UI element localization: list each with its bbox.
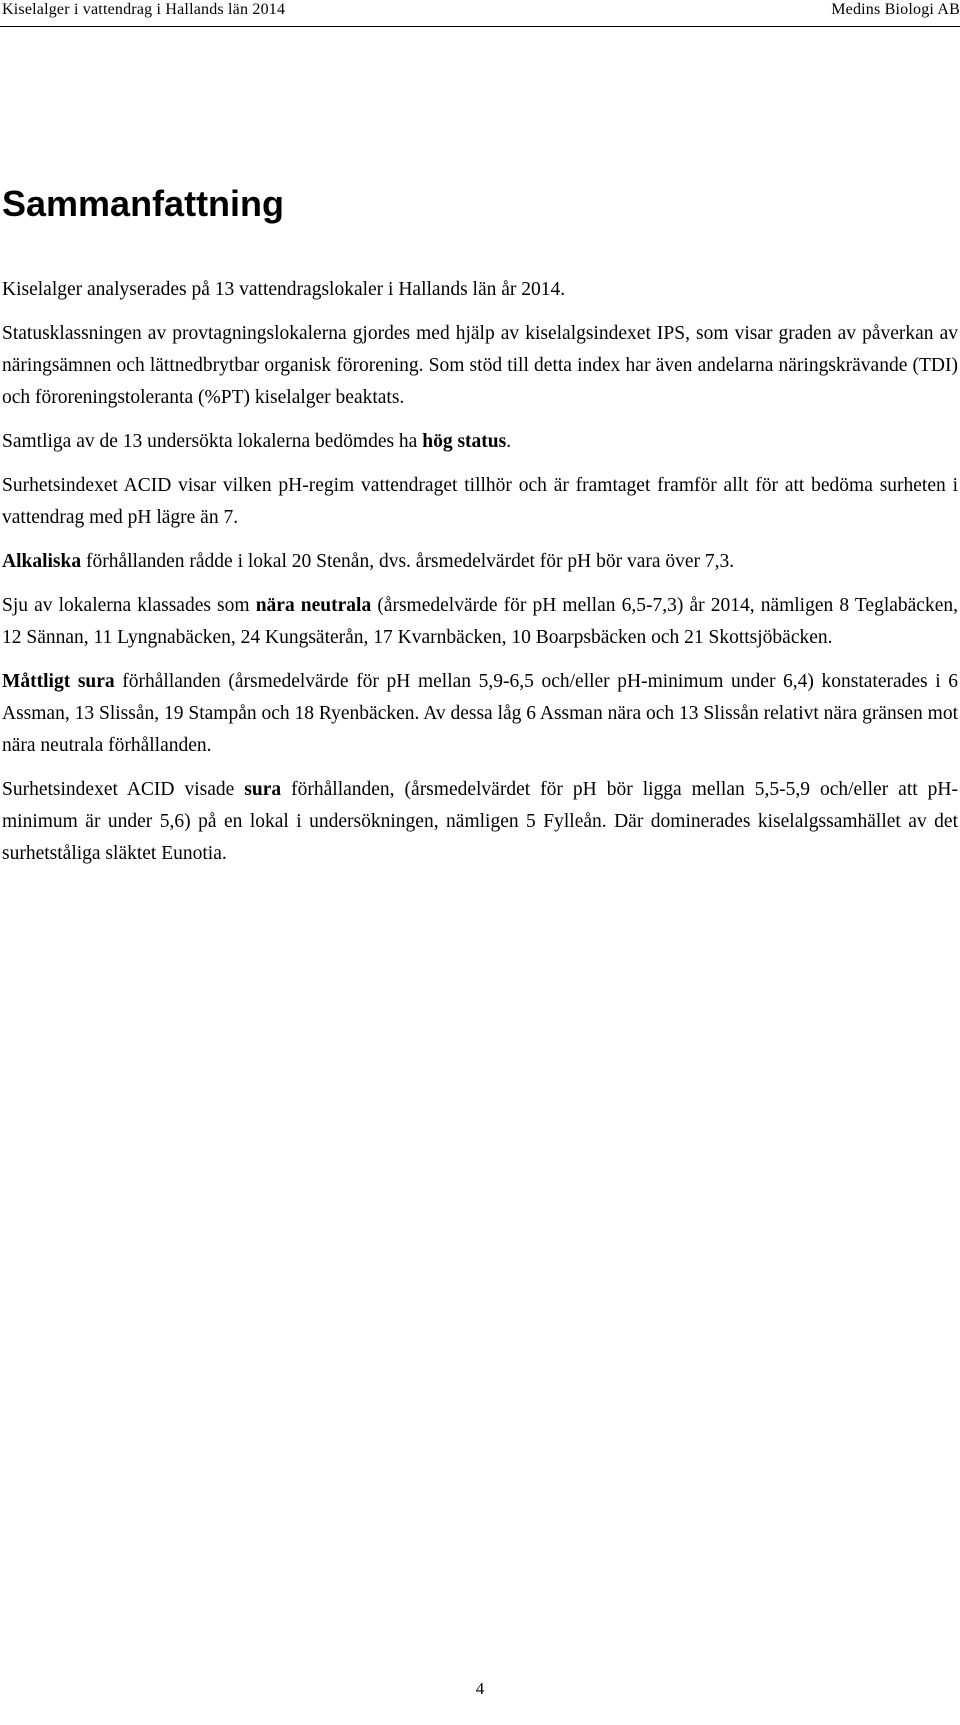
summary-body [2,274,958,882]
acidic-emphasis: sura [244,779,282,800]
paragraph-moderately-acidic [2,666,958,762]
near-neutral-text-post: (årsmedelvärde för pH mellan 6,5-7,3) år 2014, nämligen 8 Teglabäcken, 12 Sännan, 11 Lyngnabäcken, 24 Kungsäterån, 17 Kvarnbäcken, 10 Boarpsbäcken och 21 Skottsjöbäcken. [2,595,958,648]
paragraph-classification: Statusklassningen av provtagningslokalerna gjordes med hjälp av kiselalgsindexet IPS, som visar graden av påverkan av näringsämnen och lättnedbrytbar organisk förorening. Som stöd till detta index har även andelarna näringskrävande (TDI) och föroreningstoleranta (%PT) kiselalger beaktats. [2,323,958,408]
paragraph-intro: Kiselalger analyserades på 13 vattendragslokaler i Hallands län år 2014. [2,279,566,300]
paragraph-alkaline [2,546,958,578]
status-text-post: . [506,431,512,452]
near-neutral-text-pre: Sju av lokalerna klassades som [2,595,256,616]
alkaline-emphasis: Alkaliska [2,551,82,572]
acidic-text-post: förhållanden, (årsmedelvärdet för pH bör ligga mellan 5,5-5,9 och/eller att pH-minimum är under 5,6) på en lokal i undersökningen, nämligen 5 Fylleån. Där dominerades kiselalgssamhället av det surhetståliga släktet Eunotia. [2,779,958,864]
paragraph-status [2,426,958,458]
paragraph-near-neutral [2,590,958,654]
near-neutral-emphasis: nära neutrala [255,595,372,616]
header-divider [0,26,960,27]
header-company-name: Medins Biologi AB [831,1,960,18]
alkaline-text: förhållanden rådde i lokal 20 Stenån, dvs. årsmedelvärdet för pH bör vara över 7,3. [81,551,735,572]
moderately-acidic-text: förhållanden (årsmedelvärde för pH mellan 5,9-6,5 och/eller pH-minimum under 6,4) konstaterades i 6 Assman, 13 Slissån, 19 Stampån och 18 Ryenbäcken. Av dessa låg 6 Assman nära och 13 Slissån relativt nära gränsen mot nära neutrala förhållanden. [2,671,958,756]
page-number: 4 [475,1679,485,1698]
page-header [0,0,960,28]
paragraph-acidic [2,774,958,870]
status-text-pre: Samtliga av de 13 undersökta lokalerna bedömdes ha [2,431,423,452]
paragraph-acid-index: Surhetsindexet ACID visar vilken pH-regim vattendraget tillhör och är framtaget framför allt för att bedöma surheten i vattendrag med pH lägre än 7. [2,475,958,528]
header-document-title: Kiselalger i vattendrag i Hallands län 2014 [2,1,286,18]
section-title: Sammanfattning [2,183,285,224]
moderately-acidic-emphasis: Måttligt sura [2,671,115,692]
status-emphasis: hög status [422,431,507,452]
acidic-text-pre: Surhetsindexet ACID visade [2,779,245,800]
